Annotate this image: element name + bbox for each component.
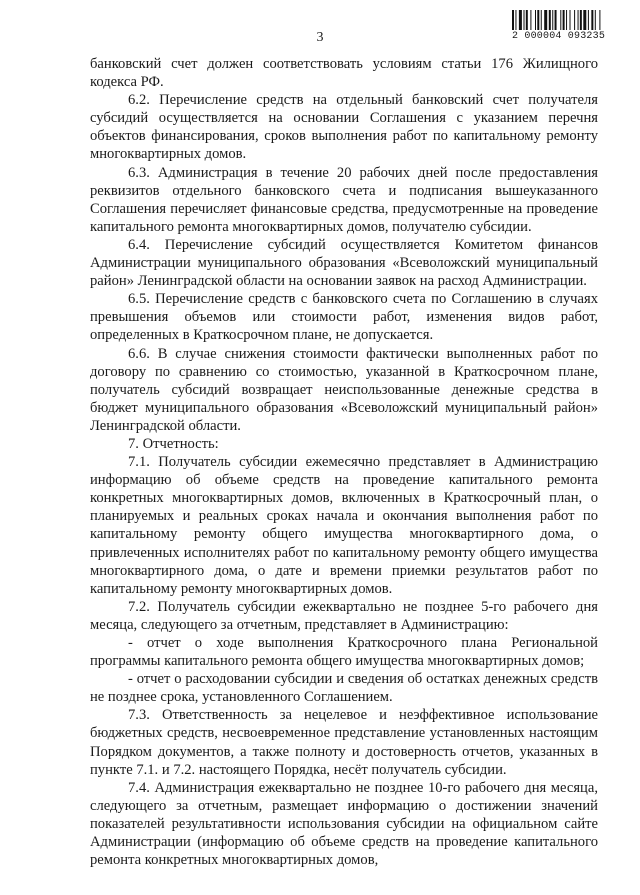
barcode-bar bbox=[599, 10, 600, 30]
paragraph-6-5: 6.5. Перечисление средств с банковского счета по Соглашению в случаях превышения объемов или стоимости работ, изменения видов работ, определенных в Краткосрочном плане, не допускается. bbox=[90, 291, 598, 344]
barcode-bar bbox=[580, 10, 582, 30]
barcode-bar bbox=[524, 10, 525, 30]
barcode-bar bbox=[552, 10, 553, 30]
barcode-bar bbox=[560, 10, 561, 30]
barcode-bar bbox=[583, 10, 586, 30]
paragraph-6-4: 6.4. Перечисление субсидий осуществляется Комитетом финансов Администрации муниципального образования «Всеволожский муниципальный район» Ленинградской области на основании заявок на расход Администрации. bbox=[90, 236, 598, 290]
barcode-bar bbox=[591, 10, 593, 30]
barcode-bar bbox=[588, 10, 589, 30]
paragraph-7-1: 7.1. Получатель субсидии ежемесячно представляет в Администрацию информацию об объеме средств на проведение капитального ремонта конкретных многоквартирных домов, включенных в Краткосрочный план, о планируемых и реальных сроках начала и окончания выполнения работ по капитальному ремонту общего имущества многоквартирного дома, о привлеченных исполнителях работ по капитальному ремонту общего имущества многоквартирного дома, о дате и времени приемки результатов работ по капитальному ремонту многоквартирных домов. bbox=[90, 454, 598, 597]
barcode-bar bbox=[570, 10, 571, 30]
barcode-bar bbox=[530, 10, 531, 30]
barcode-bar bbox=[595, 10, 596, 30]
barcode-number: 2 000004 093235 bbox=[512, 31, 606, 42]
barcode-bar bbox=[535, 10, 536, 30]
barcode bbox=[512, 10, 630, 42]
barcode-bar bbox=[541, 10, 542, 30]
barcode-bar bbox=[512, 10, 514, 30]
section-7-heading: 7. Отчетность: bbox=[128, 435, 219, 452]
barcode-bars bbox=[512, 10, 630, 30]
barcode-bar bbox=[574, 10, 575, 30]
list-item-report-plan: - отчет о ходе выполнения Краткосрочного плана Региональной программы капитального ремонта общего имущества многоквартирных домов; bbox=[90, 635, 598, 670]
barcode-bar bbox=[578, 10, 579, 30]
paragraph-6-6: 6.6. В случае снижения стоимости фактически выполненных работ по договору по сравнению со стоимостью, указанной в Краткосрочном плане, получатель субсидий возвращает неиспользованные денежные средства в бюджет муниципального образования «Всеволожский муниципальный район» Ленинградской области. bbox=[90, 345, 598, 434]
paragraph-7-3: 7.3. Ответственность за нецелевое и неэффективное использование бюджетных средств, несвоевременное представление установленных настоящим Порядком документов, а также полноту и достоверность отчетов, указанных в пункте 7.1. и 7.2. настоящего Порядка, несёт получатель субсидии. bbox=[90, 707, 598, 778]
paragraph-continuation: банковский счет должен соответствовать условиям статьи 176 Жилищного кодекса РФ. bbox=[90, 56, 598, 91]
barcode-bar bbox=[566, 10, 567, 30]
paragraph-7-4: 7.4. Администрация ежеквартально не позднее 10-го рабочего дня месяца, следующего за отчетным, размещает информацию о достижении значений показателей результативности использования субсидии на официальном сайте Администрации (информацию об объеме средств на проведение капитального ремонта конкретных многоквартирных домов, bbox=[90, 779, 598, 869]
paragraph-6-2: 6.2. Перечисление средств на отдельный банковский счет получателя субсидий осуществляется на основании Соглашения с указанием перечня объектов финансирования, сроков выполнения работ по капитальному ремонту многоквартирных домов. bbox=[90, 92, 598, 163]
barcode-bar bbox=[519, 10, 522, 30]
barcode-bar bbox=[549, 10, 551, 30]
paragraph-6-3: 6.3. Администрация в течение 20 рабочих дней после предоставления реквизитов отдельного банковского счета и подписания вышеуказанного Соглашения перечисляет финансовые средства, предусмотренные на проведение капитального ремонта многоквартирных домов, получателю субсидии. bbox=[90, 164, 598, 235]
barcode-bar bbox=[526, 10, 528, 30]
barcode-bar bbox=[515, 10, 516, 30]
barcode-bar bbox=[555, 10, 557, 30]
page-number: 3 bbox=[316, 30, 324, 45]
list-item-report-subsidy: - отчет о расходовании субсидии и сведения об остатках денежных средств не позднее срока, установленного Соглашением. bbox=[90, 671, 598, 706]
document-body bbox=[90, 55, 598, 869]
barcode-bar bbox=[563, 10, 565, 30]
barcode-bar bbox=[544, 10, 547, 30]
paragraph-7-2: 7.2. Получатель субсидии ежеквартально не позднее 5-го рабочего дня месяца, следующего за отчетным, представляет в Администрацию: bbox=[90, 598, 598, 633]
barcode-bar bbox=[537, 10, 539, 30]
